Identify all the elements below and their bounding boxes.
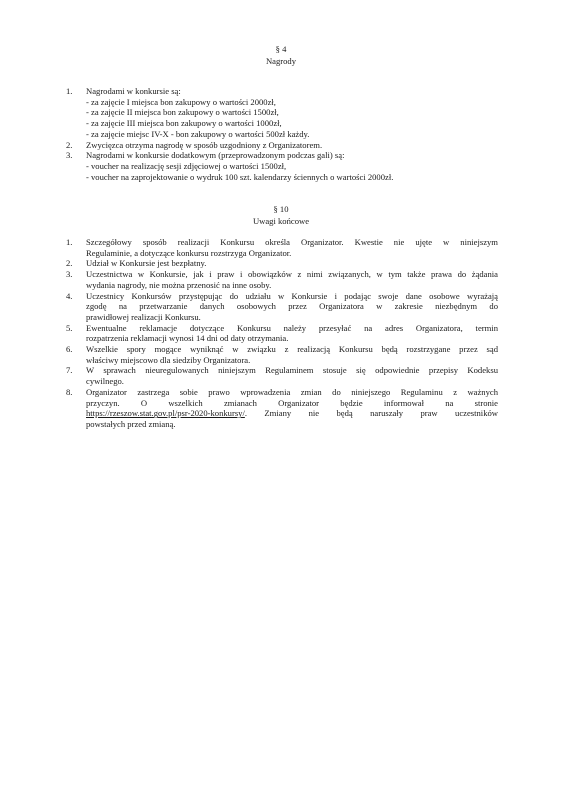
- section-10-title: Uwagi końcowe: [252, 215, 310, 226]
- list-item: [66, 291, 498, 323]
- item-text: Zwycięzca otrzyma nagrodę w sposób uzgodniony z Organizatorem.: [86, 139, 323, 150]
- list-item: [66, 269, 498, 290]
- item-text: W sprawach nieuregulowanych niniejszym Regulaminem stosuje się odpowiednie przepisy Kodeksu: [86, 365, 498, 376]
- item-text: Organizator zastrzega sobie prawo wprowadzenia zmian do niniejszego Regulaminu z ważnych: [86, 386, 498, 397]
- item-text: Wszelkie spory mogące wyniknąć w związku z realizacją Konkursu będą rozstrzygane przez sąd: [86, 344, 498, 355]
- item-number: 6.: [66, 344, 73, 355]
- item-number: 7.: [66, 365, 73, 376]
- item-text: - za zajęcie miejsc IV-X - bon zakupowy o wartości 500zł każdy.: [86, 128, 310, 139]
- item-text: Uczestnicy Konkursów przystępując do udziału w Konkursie i podając swoje dane osobowe wyrażają: [86, 290, 498, 301]
- item-text: - za zajęcie II miejsca bon zakupowy o wartości 1500zł,: [86, 107, 279, 118]
- list-item: [66, 258, 498, 269]
- item-text: - za zajęcie III miejsca bon zakupowy o wartości 1000zł,: [86, 118, 282, 129]
- item-number: 2.: [66, 139, 73, 150]
- contest-website-link[interactable]: https://rzeszow.stat.gov.pl/psr-2020-konkursy/: [86, 408, 245, 419]
- item-text: przyczyn. O wszelkich zmianach Organizator będzie informował na stronie: [86, 397, 498, 408]
- item-text: - voucher na zaprojektowanie o wydruk 100 szt. kalendarzy ściennych o wartości 2000zł.: [86, 171, 394, 182]
- list-item: [66, 365, 498, 386]
- section-4-header: [0, 44, 562, 67]
- item-text: Ewentualne reklamacje dotyczące Konkursu należy przesyłać na adres Organizatora, termin: [86, 322, 498, 333]
- list-item: [66, 387, 498, 430]
- list-item: [66, 140, 498, 151]
- item-number: 2.: [66, 258, 73, 269]
- item-text: Uczestnictwa w Konkursie, jak i praw i obowiązków z nimi związanych, w tym także prawa do żądania: [86, 269, 498, 280]
- item-number: 5.: [66, 322, 73, 333]
- section-10-header: [0, 204, 562, 227]
- item-text: wydania nagrody, nie można przenosić na inne osoby.: [86, 279, 272, 290]
- item-text: Udział w Konkursie jest bezpłatny.: [86, 258, 207, 269]
- item-text-with-link: [86, 408, 498, 419]
- item-text: Nagrodami w konkursie dodatkowym (przeprowadzonym podczas gali) są:: [86, 150, 345, 161]
- item-text: . Zmiany nie będą naruszały praw uczestników: [244, 408, 498, 419]
- item-text: Regulaminie, a dotyczące konkursu rozstrzyga Organizator.: [86, 247, 292, 258]
- item-text: cywilnego.: [86, 376, 124, 387]
- section-10-symbol: § 10: [273, 204, 289, 214]
- section-4-symbol: § 4: [275, 44, 287, 54]
- item-text: - za zajęcie I miejsca bon zakupowy o wartości 2000zł,: [86, 96, 276, 107]
- item-text: rozpatrzenia reklamacji wynosi 14 dni od daty otrzymania.: [86, 333, 289, 344]
- item-text: powstałych przed zmianą.: [86, 418, 176, 429]
- item-number: 1.: [66, 237, 73, 247]
- list-item: [66, 323, 498, 344]
- section-4-list: [66, 86, 498, 182]
- item-number: 3.: [66, 269, 73, 280]
- item-number: 3.: [66, 150, 73, 161]
- item-number: 1.: [66, 86, 73, 96]
- item-text: właściwy miejscowo dla siedziby Organizatora.: [86, 354, 251, 365]
- section-10-list: [66, 237, 498, 430]
- item-number: 8.: [66, 386, 73, 397]
- list-item: [66, 344, 498, 365]
- item-number: 4.: [66, 290, 73, 301]
- section-4-title: Nagrody: [265, 55, 297, 66]
- item-text: - voucher na realizację sesji zdjęciowej o wartości 1500zł,: [86, 160, 287, 171]
- item-text: prawidłowej realizacji Konkursu.: [86, 311, 201, 322]
- item-text: Szczegółowy sposób realizacji Konkursu określa Organizator. Kwestie nie ujęte w niniejszym: [86, 237, 498, 247]
- item-text: zgodę na przetwarzanie danych osobowych przez Organizatora w zakresie niezbędnym do: [86, 301, 498, 312]
- list-item: [66, 237, 498, 258]
- list-item: [66, 86, 498, 140]
- list-item: [66, 150, 498, 182]
- item-text: Nagrodami w konkursie są:: [86, 86, 181, 96]
